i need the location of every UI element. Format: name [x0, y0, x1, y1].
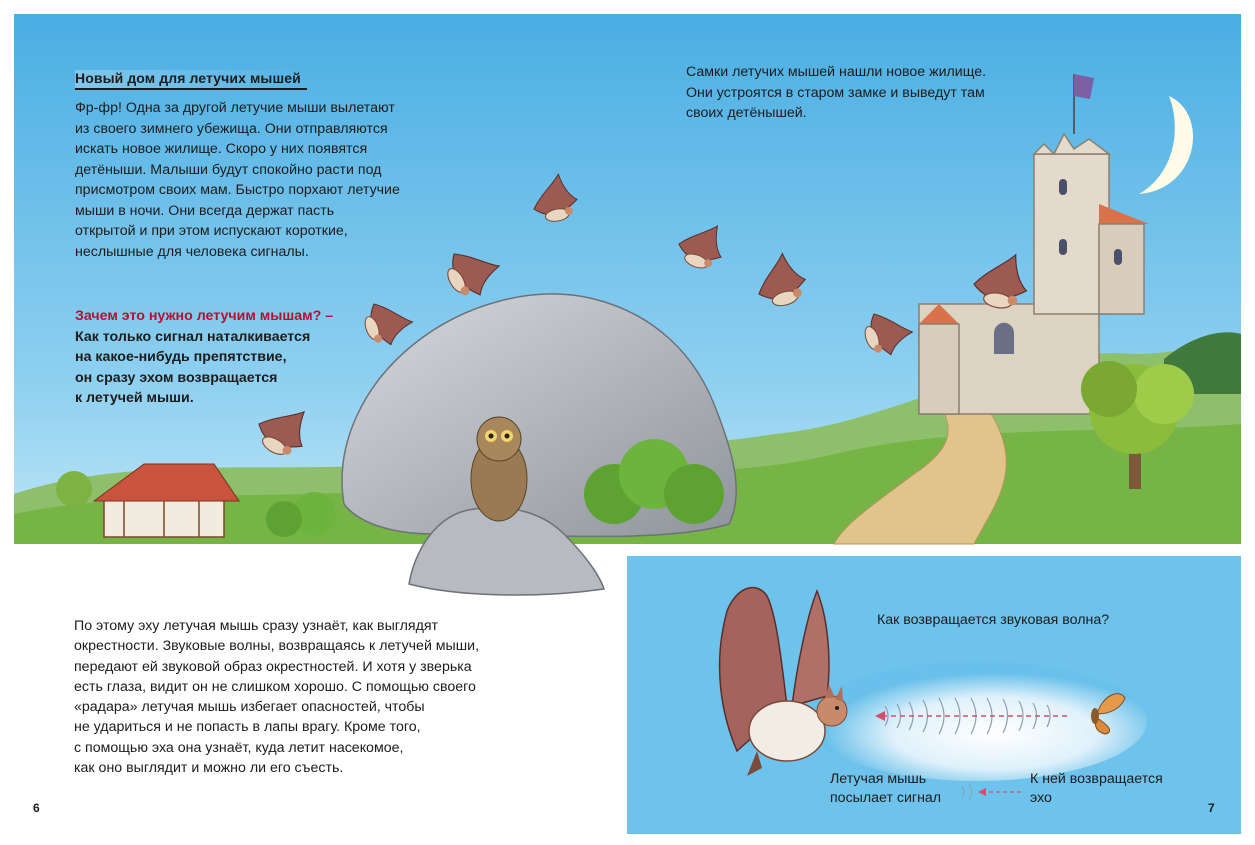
section-heading: Новый дом для летучих мышей [75, 70, 307, 90]
page-number-right: 7 [1208, 801, 1215, 815]
inset-title: Как возвращается звуковая волна? [877, 612, 1110, 628]
castle-paragraph: Самки летучих мышей нашли новое жилище. Они устроятся в старом замке и выведут там своих детёнышей. [686, 64, 987, 121]
echo-paragraph: По этому эху летучая мышь сразу узнаёт, как выглядят окрестности. Звуковые волны, возвращаясь к летучей мыши, передают ей звуковой образ окрестностей. И хотя у зверька есть глаза, видит он не слишком хорошо. С помощью своего «радара» летучая мышь избегает опасностей, чтобы не удариться и не попасть в лапы врагу. Кроме того, с помощью эха она узнаёт, куда летит насекомое, как оно выглядит и можно ли его съесть. [74, 618, 480, 777]
question-text: Зачем это нужно летучим мышам? – [75, 308, 334, 324]
bat-caption: Летучая мышь посылает сигнал [830, 771, 942, 806]
echo-caption: К ней возвращается эхо [1030, 771, 1163, 806]
page-number-left: 6 [33, 801, 40, 815]
question-block [75, 306, 375, 409]
answer-text: Как только сигнал наталкивается на какое-нибудь препятствие, он сразу эхом возвращается к летучей мыши. [75, 328, 311, 406]
owl [471, 417, 527, 521]
intro-paragraph: Фр-фр! Одна за другой летучие мыши вылетают из своего зимнего убежища. Они отправляются искать новое жилище. Скоро у них появятся детёныши. Малыши будут спокойно расти под присмотром своих мам. Быстро порхают летучие мыши в ночи. Они всегда держат пасть открытой и при этом испускают короткие, неслышные для человека сигналы. [75, 100, 400, 260]
